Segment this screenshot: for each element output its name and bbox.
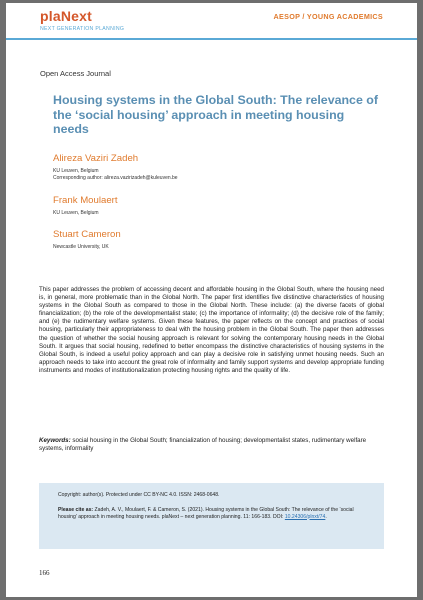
header-divider	[6, 38, 417, 40]
article-title: Housing systems in the Global South: The relevance of the ‘social housing’ approach in meeting housing needs	[53, 93, 378, 136]
cite-as: Please cite as: Zadeh, A. V., Moulaert, F. & Cameron, S. (2021). Housing systems in the Global South: The relevance of the ‘social housing’ approach in meeting housing needs. plaNext – next generation planning. 11: 166-183. DOI: 10.24306/plnxt/74.	[58, 507, 354, 520]
keywords-text: social housing in the Global South; financialization of housing; developmentalist states, rudimentary welfare systems, informality	[39, 437, 367, 453]
abstract: This paper addresses the problem of accessing decent and affordable housing in the Global South, where the housing need is, in general, more problematic than in the Global North. The paper first identifies five distinctive characteristics of housing systems in the Global South as compared to those in the Global North. These include: (a) the diverse facets of global financialization; (b) the role of the developmentalist state; (c) the importance of informality; (d) the decisive role of the family; and (e) the rudimentary welfare systems. Given these features, the paper reflects on the concept and practices of social housing, particularly their appropriateness to deal with the housing problem in the Global South. The paper then addresses the question of whether the social housing approach is relevant for solving the contemporary housing needs in the Global South. It argues that social housing, redefined to better encompass the distinctive characteristics of housing systems in the Global South, is indeed a useful policy approach and can play a decisive role in satisfying unmet housing needs. Such an approach needs to take into account the great role of informality and family support systems and develop appropriate funding instruments and modes of institutionalization protecting housing rights and the quality of life.	[39, 286, 384, 374]
author-name: Alireza Vaziri Zadeh	[53, 153, 139, 164]
article-page	[6, 3, 417, 597]
keywords-label: Keywords:	[39, 437, 71, 444]
doi-link[interactable]: 10.24306/plnxt/74	[284, 513, 326, 520]
journal-logo: plaNext	[40, 8, 92, 24]
journal-type-label: Open Access Journal	[40, 69, 111, 78]
author-affiliation: Newcastle University, UK	[53, 244, 109, 250]
citation-box	[39, 483, 384, 549]
copyright-notice: Copyright: author(s). Protected under CC BY-NC 4.0. ISSN: 2468-0648.	[58, 492, 220, 498]
page-number: 166	[39, 569, 50, 577]
logo-n-mark: N	[60, 8, 72, 24]
author-affiliation: KU Leuven, Belgium	[53, 210, 99, 216]
journal-header	[6, 3, 417, 39]
author-affiliation: KU Leuven, Belgium Corresponding author: alireza.vazirizadeh@kuleuven.be	[53, 168, 178, 181]
corresponding-author: Corresponding author: alireza.vazirizadeh@kuleuven.be	[53, 175, 178, 181]
logo-tagline: NEXT GENERATION PLANNING	[40, 26, 125, 32]
author-name: Frank Moulaert	[53, 195, 118, 206]
author-name: Stuart Cameron	[53, 229, 121, 240]
association-label: AESOP / YOUNG ACADEMICS	[273, 12, 383, 21]
keywords	[39, 437, 384, 453]
